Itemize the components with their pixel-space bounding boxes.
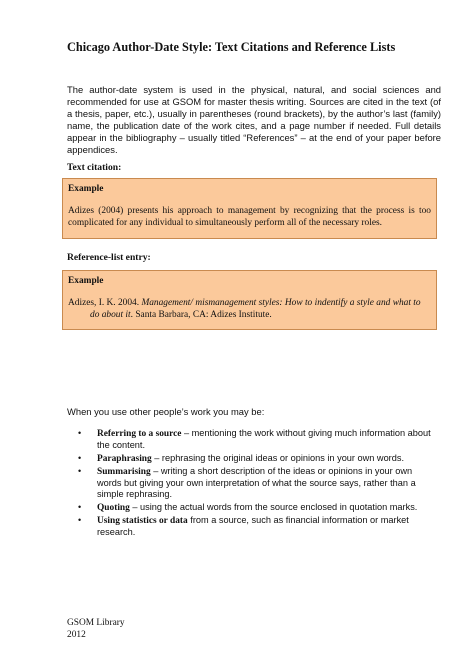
bullet-icon: • — [78, 501, 82, 512]
list-item-term: Referring to a source — [97, 429, 182, 439]
example-label: Example — [68, 184, 104, 194]
reference-title-part1: Management/ mismanagement styles: How to indentify a style and what to — [141, 298, 421, 308]
intro-paragraph: The author-date system is used in the physical, natural, and social sciences and recommended for use at GSOM for master thesis writing. Sources are cited in the text (of a thesis, paper, etc.), usually in parentheses (round brackets), by the author’s last (family) name, the publication date of the work cites, and a page number if needed. Full details appear in the bibliography – usually titled “References” – at the end of your paper before appendices. — [67, 84, 441, 155]
list-item-term: Summarising — [97, 466, 151, 477]
text-citation-example-box — [62, 178, 437, 239]
bullet-icon: • — [78, 452, 82, 463]
reference-entry-heading: Reference-list entry: — [67, 252, 151, 263]
usage-list — [78, 428, 438, 540]
list-item — [78, 502, 438, 514]
list-item — [78, 466, 438, 501]
reference-publisher: . Santa Barbara, CA: Adizes Institute. — [130, 310, 272, 320]
list-item-term: Quoting — [97, 502, 130, 513]
list-item-text: – writing a short description of the ideas or opinions in your own words but giving your own interpretation of what the source says, rather than a simple rephrasing. — [97, 465, 416, 500]
footer-library: GSOM Library — [67, 618, 125, 628]
list-item — [78, 453, 438, 465]
list-item-term: Paraphrasing — [97, 453, 152, 464]
reference-entry-text — [68, 297, 431, 321]
list-item-text: from a source, such as financial information or market research. — [97, 515, 409, 538]
reference-entry-example-box — [62, 270, 437, 330]
list-item-text: – mentioning the work without giving much information about the content. — [97, 428, 431, 451]
list-item — [78, 428, 438, 452]
bullet-icon: • — [78, 428, 82, 438]
page-title: Chicago Author-Date Style: Text Citations and Reference Lists — [67, 40, 396, 54]
bullet-icon: • — [78, 515, 82, 526]
text-citation-heading: Text citation: — [67, 162, 122, 173]
example-text: Adizes (2004) presents his approach to management by recognizing that the process is too complicated for any individual to simultaneously perform all of the necessary roles. — [68, 206, 431, 228]
reference-author-year: Adizes, I. K. 2004. — [68, 298, 142, 308]
example-label: Example — [68, 276, 104, 286]
list-item-term: Using statistics or data — [97, 516, 188, 527]
lead-sentence: When you use other people’s work you may be: — [67, 406, 265, 417]
reference-title-part2: do about it — [90, 310, 131, 320]
list-item-text: – rephrasing the original ideas or opinions in your own words. — [151, 452, 404, 463]
bullet-icon: • — [78, 465, 82, 476]
list-item-text: – using the actual words from the source enclosed in quotation marks. — [129, 501, 418, 512]
footer — [67, 617, 125, 641]
footer-year: 2012 — [67, 630, 86, 640]
list-item — [78, 515, 438, 539]
